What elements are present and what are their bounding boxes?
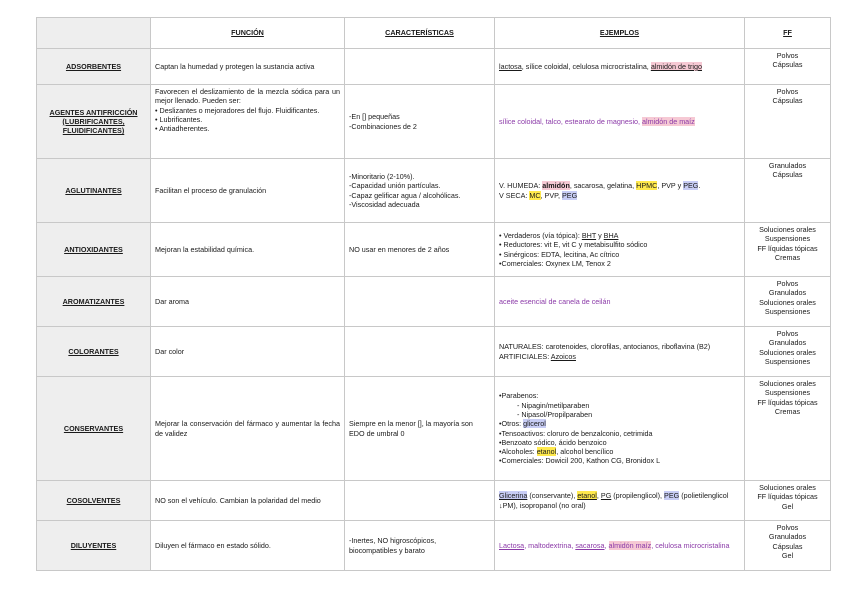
header-ejemplos: EJEMPLOS bbox=[495, 18, 745, 49]
ff-cell bbox=[745, 277, 831, 327]
ff-item: Suspensiones bbox=[764, 388, 811, 398]
example-line bbox=[499, 231, 740, 240]
table-row bbox=[37, 377, 831, 481]
example-text: , PVP y bbox=[657, 181, 684, 191]
ff-item: Cápsulas bbox=[772, 541, 803, 551]
example-line bbox=[499, 419, 740, 428]
function-cell: Captan la humedad y protegen la sustancia activa bbox=[151, 49, 345, 85]
example-line: •Parabenos: bbox=[499, 391, 539, 401]
ff-item: Gel bbox=[781, 501, 794, 511]
ff-item: FF líquidas tópicas bbox=[757, 243, 818, 253]
example-line-humeda bbox=[499, 181, 740, 190]
example-line: - Nipasol/Propilparaben bbox=[517, 409, 593, 419]
category-cell: COLORANTES bbox=[37, 327, 151, 377]
table-row bbox=[37, 277, 831, 327]
ff-item: Soluciones orales bbox=[759, 379, 816, 388]
function-line: • Deslizantes o mejoradores del flujo. Fluidificantes. bbox=[155, 105, 320, 115]
example-text: ARTIFICIALES: bbox=[499, 351, 551, 361]
category-cell: COSOLVENTES bbox=[37, 481, 151, 521]
examples-cell bbox=[495, 327, 745, 377]
header-empty bbox=[37, 18, 151, 49]
characteristics-cell bbox=[345, 481, 495, 521]
ff-item: Cápsulas bbox=[772, 60, 803, 70]
header-funcion: FUNCIÓN bbox=[151, 18, 345, 49]
example-text: y bbox=[596, 230, 604, 240]
table-row bbox=[37, 521, 831, 571]
function-line: Favorecen el deslizamiento de la mezcla sódica para un mejor llenado. Pueden ser: bbox=[155, 87, 340, 106]
function-line: • Lubrificantes. bbox=[155, 114, 203, 124]
characteristics-line: -En [] pequeñas bbox=[349, 112, 400, 122]
ff-cell bbox=[745, 481, 831, 521]
function-cell: Facilitan el proceso de granulación bbox=[151, 159, 345, 223]
example-line bbox=[499, 352, 740, 361]
example-text: . bbox=[698, 181, 701, 191]
characteristics-cell bbox=[345, 85, 495, 159]
example-bht: BHT bbox=[581, 230, 597, 240]
table-row bbox=[37, 481, 831, 521]
example-pg: PG bbox=[600, 491, 612, 501]
example-text: • Verdaderos (vía tópica): bbox=[499, 230, 582, 240]
example-peg: PEG bbox=[683, 181, 699, 191]
function-cell bbox=[151, 85, 345, 159]
ff-cell bbox=[745, 49, 831, 85]
header-caracteristicas: CARACTERÍSTICAS bbox=[345, 18, 495, 49]
example-text: V. HUMEDA: bbox=[499, 181, 543, 191]
example-mc: MC bbox=[529, 190, 541, 200]
table-row bbox=[37, 49, 831, 85]
table-row bbox=[37, 327, 831, 377]
examples-cell bbox=[495, 159, 745, 223]
table-row bbox=[37, 159, 831, 223]
characteristics-cell bbox=[345, 159, 495, 223]
example-peg: PEG bbox=[664, 491, 680, 501]
example-glicerina: Glicerina bbox=[499, 491, 528, 501]
example-text: V SECA: bbox=[499, 190, 530, 200]
characteristics-cell bbox=[345, 277, 495, 327]
ff-item: Suspensiones bbox=[764, 356, 811, 366]
function-cell: Diluyen el fármaco en estado sólido. bbox=[151, 521, 345, 571]
example-almidon-trigo: almidón de trigo bbox=[650, 61, 702, 71]
example-almidon-maiz: almidón de maíz bbox=[642, 116, 695, 126]
ff-item: Polvos bbox=[776, 51, 799, 60]
example-text: , PVP, bbox=[540, 190, 562, 200]
example-text: , maltodextrina, bbox=[524, 540, 576, 550]
category-cell: ADSORBENTES bbox=[37, 49, 151, 85]
ff-cell bbox=[745, 521, 831, 571]
example-azoicos: Azoicos bbox=[550, 351, 576, 361]
ff-item: Granulados bbox=[768, 161, 807, 170]
examples-cell: aceite esencial de canela de ceilán bbox=[495, 277, 745, 327]
example-line: •Comerciales: Oxynex LM, Tenox 2 bbox=[499, 258, 611, 268]
ff-item: Soluciones orales bbox=[759, 483, 816, 492]
function-cell: Dar color bbox=[151, 327, 345, 377]
example-almidon: almidón bbox=[542, 181, 570, 191]
example-line: • Sinérgicos: EDTA, lecitina, Ac cítrico bbox=[499, 249, 620, 259]
example-line: • Reductores: vit E, vit C y metabisulfito sódico bbox=[499, 240, 648, 250]
example-text: , alcohol bencílico bbox=[556, 447, 614, 457]
characteristics-cell: NO usar en menores de 2 años bbox=[345, 223, 495, 277]
ff-item: Polvos bbox=[776, 87, 799, 96]
example-almidon-maiz: almidón maíz bbox=[608, 540, 652, 550]
examples-cell bbox=[495, 377, 745, 481]
example-line bbox=[499, 447, 740, 456]
characteristics-cell bbox=[345, 49, 495, 85]
examples-cell bbox=[495, 223, 745, 277]
example-etanol: etanol bbox=[536, 447, 557, 457]
example-text: (propilenglicol), bbox=[611, 491, 665, 501]
category-cell: AROMATIZANTES bbox=[37, 277, 151, 327]
example-text: (conservante), bbox=[527, 491, 578, 501]
header-row bbox=[37, 18, 831, 49]
category-cell: CONSERVANTES bbox=[37, 377, 151, 481]
example-line: - Nipagin/metilparaben bbox=[517, 400, 590, 410]
examples-cell bbox=[495, 521, 745, 571]
example-text: , celulosa microcristalina bbox=[651, 540, 730, 550]
example-hpmc: HPMC bbox=[636, 181, 658, 191]
example-text: •Alcoholes: bbox=[499, 447, 537, 457]
function-cell: Dar aroma bbox=[151, 277, 345, 327]
example-line: •Benzoato sódico, ácido benzoico bbox=[499, 437, 607, 447]
ff-item: Polvos bbox=[776, 329, 799, 338]
header-ff: FF bbox=[745, 18, 831, 49]
function-cell: NO son el vehículo. Cambian la polaridad del medio bbox=[151, 481, 345, 521]
ff-item: Soluciones orales bbox=[759, 297, 816, 307]
example-bha: BHA bbox=[603, 230, 619, 240]
example-text: , sílice coloidal, celulosa microcristalina, bbox=[521, 61, 651, 71]
example-sacarosa: sacarosa bbox=[575, 540, 605, 550]
example-line: •Tensoactivos: cloruro de benzalconio, cetrimida bbox=[499, 428, 653, 438]
ff-item: Polvos bbox=[776, 523, 799, 532]
example-lactosa: Lactosa bbox=[499, 540, 525, 550]
characteristics-line: -Minoritario (2-10%). bbox=[349, 171, 415, 181]
ff-item: FF líquidas tópicas bbox=[757, 492, 818, 502]
ff-item: Gel bbox=[781, 550, 794, 560]
table-row bbox=[37, 85, 831, 159]
example-text: , bbox=[604, 540, 609, 550]
ff-item: Cápsulas bbox=[772, 96, 803, 106]
excipients-table-wrapper bbox=[36, 17, 830, 571]
example-line: NATURALES: carotenoides, clorofilas, antocianos, riboflavina (B2) bbox=[499, 342, 711, 352]
example-peg: PEG bbox=[562, 190, 578, 200]
characteristics-line: -Capacidad unión partículas. bbox=[349, 181, 441, 191]
characteristics-line: -Inertes, NO higroscópicos, bbox=[349, 536, 437, 546]
example-line-seca bbox=[499, 191, 740, 200]
ff-item: Granulados bbox=[768, 288, 807, 298]
example-text: , sacarosa, gelatina, bbox=[569, 181, 637, 191]
ff-item: Soluciones orales bbox=[759, 347, 816, 357]
ff-cell bbox=[745, 327, 831, 377]
ff-item: Cápsulas bbox=[772, 170, 803, 180]
category-cell: DILUYENTES bbox=[37, 521, 151, 571]
characteristics-cell bbox=[345, 521, 495, 571]
function-cell: Mejoran la estabilidad química. bbox=[151, 223, 345, 277]
example-text: , bbox=[596, 491, 601, 501]
function-line: • Antiadherentes. bbox=[155, 124, 210, 134]
ff-cell bbox=[745, 377, 831, 481]
category-cell: AGLUTINANTES bbox=[37, 159, 151, 223]
characteristics-line: biocompatibles y barato bbox=[349, 545, 425, 555]
ff-item: FF líquidas tópicas bbox=[757, 397, 818, 407]
characteristics-cell: Siempre en la menor [], la mayoría son EDO de umbral 0 bbox=[345, 377, 495, 481]
ff-item: Polvos bbox=[776, 279, 799, 288]
characteristics-line: -Viscosidad adecuada bbox=[349, 199, 420, 209]
examples-cell bbox=[495, 85, 745, 159]
ff-cell bbox=[745, 223, 831, 277]
example-text: •Otros: bbox=[499, 419, 524, 429]
characteristics-cell bbox=[345, 327, 495, 377]
example-lactosa: lactosa bbox=[499, 61, 522, 71]
characteristics-line: -Capaz gelificar agua / alcohólicas. bbox=[349, 190, 461, 200]
example-text: (polietilenglicol ↓PM), isopropanol (no oral) bbox=[499, 491, 729, 510]
example-line: •Comerciales: Dowicil 200, Kathon CG, Bronidox L bbox=[499, 456, 661, 466]
ff-cell bbox=[745, 85, 831, 159]
example-etanol: etanol bbox=[577, 491, 597, 501]
ff-item: Suspensiones bbox=[764, 306, 811, 316]
characteristics-line: -Combinaciones de 2 bbox=[349, 121, 417, 131]
ff-item: Cremas bbox=[774, 252, 801, 262]
ff-item: Suspensiones bbox=[764, 234, 811, 244]
example-text: sílice coloidal, talco, estearato de magnesio, bbox=[499, 116, 643, 126]
ff-cell bbox=[745, 159, 831, 223]
ff-item: Soluciones orales bbox=[759, 225, 816, 234]
category-cell: ANTIOXIDANTES bbox=[37, 223, 151, 277]
category-cell: AGENTES ANTIFRICCIÓN (LUBRIFICANTES, FLUIDIFICANTES) bbox=[37, 85, 151, 159]
excipients-table bbox=[36, 17, 831, 571]
ff-item: Granulados bbox=[768, 338, 807, 348]
ff-item: Granulados bbox=[768, 532, 807, 542]
function-cell: Mejorar la conservación del fármaco y aumentar la fecha de validez bbox=[151, 377, 345, 481]
examples-cell bbox=[495, 49, 745, 85]
examples-cell bbox=[495, 481, 745, 521]
table-row bbox=[37, 223, 831, 277]
example-glicerol: glicerol bbox=[523, 419, 546, 429]
ff-item: Cremas bbox=[774, 406, 801, 416]
